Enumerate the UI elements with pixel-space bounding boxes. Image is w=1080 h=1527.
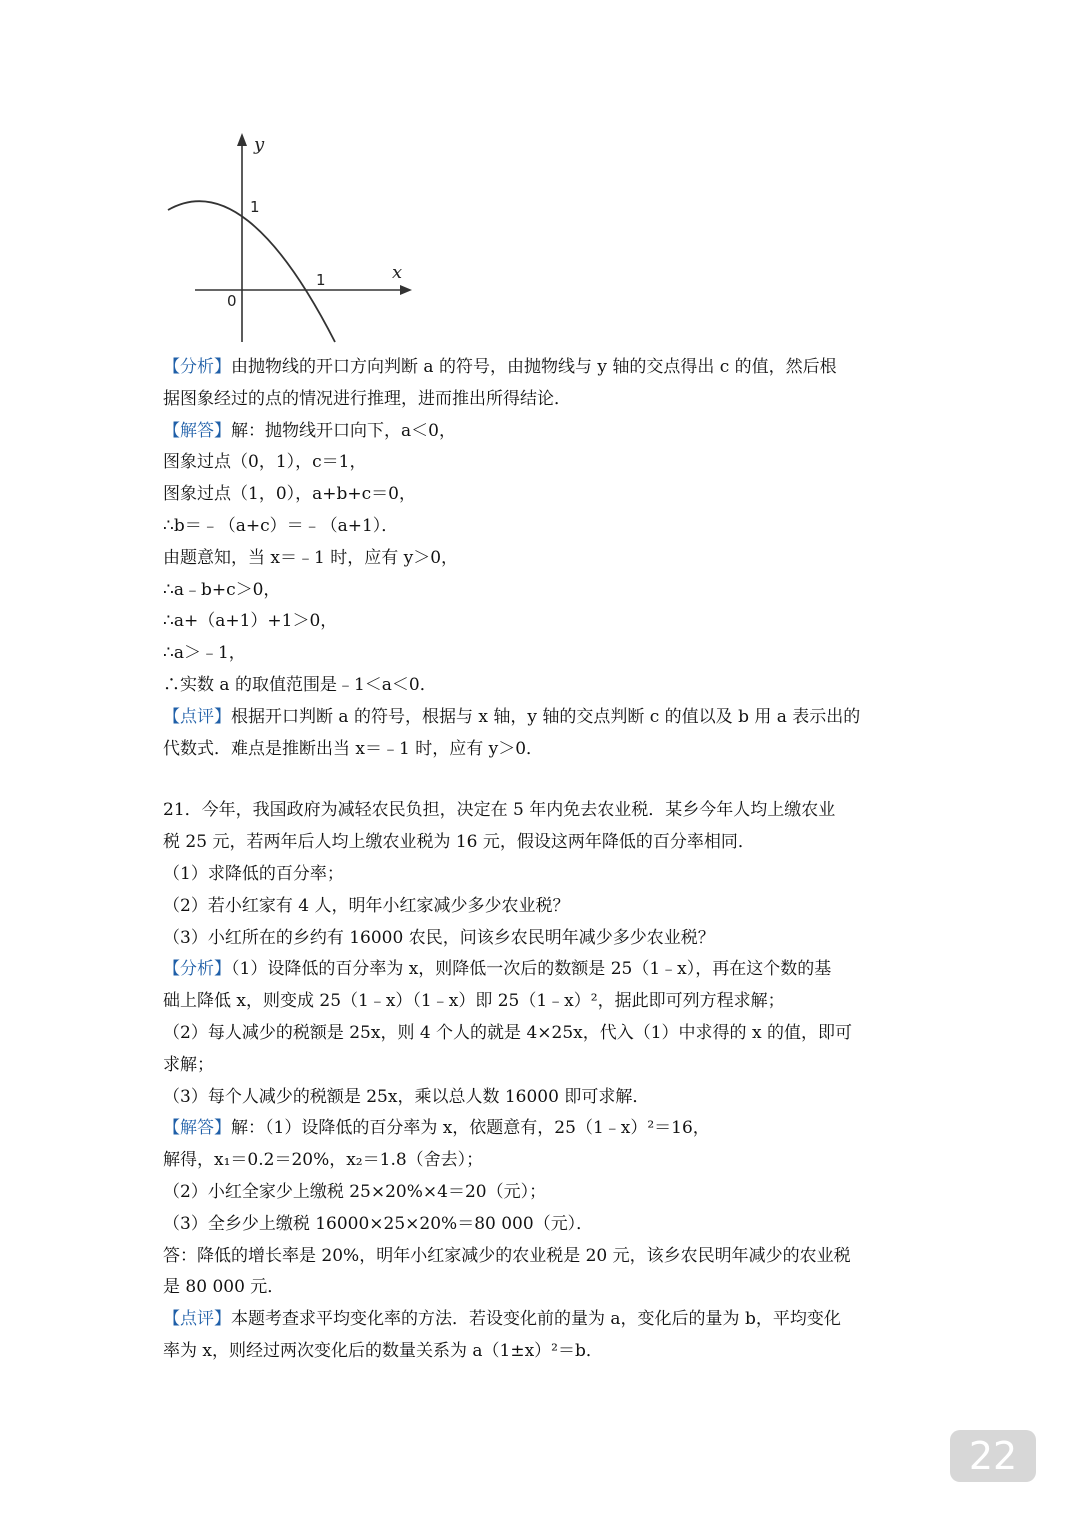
answer-tag: 【解答】 (163, 420, 231, 441)
y-axis-arrow (237, 133, 247, 146)
q21-answer-line-5: 答：降低的增长率是 20%，明年小红家减少的农业税是 20 元，该乡农民明年减少的农业税 (163, 1245, 851, 1266)
section-spacer (163, 765, 923, 795)
q20-answer-line-6: ∴a﹣b+c＞0， (163, 579, 281, 600)
q21-analysis-line-4: 求解； (163, 1054, 214, 1075)
q20-comment-line-2: 代数式．难点是推断出当 x＝﹣1 时，应有 y＞0． (163, 738, 544, 759)
q20-analysis-line-1: 【分析】由抛物线的开口方向判断 a 的符号，由抛物线与 y 轴的交点得出 c 的值，然后根 (163, 357, 837, 377)
q21-stem-line-1: 21．今年，我国政府为减轻农民负担，决定在 5 年内免去农业税．某乡今年人均上缴农业 (163, 800, 836, 821)
q20-answer-line-4: ∴b＝﹣（a+c）＝﹣（a+1）． (163, 515, 399, 536)
q21-comment-line-1: 【点评】本题考查求平均变化率的方法．若设变化前的量为 a，变化后的量为 b，平均变化 (163, 1309, 841, 1330)
x-axis-arrow (400, 285, 412, 295)
y-intercept-label: 1 (250, 198, 260, 216)
comment-tag: 【点评】 (163, 1309, 231, 1330)
analysis-tag: 【分析】 (163, 357, 231, 377)
answer-tag: 【解答】 (163, 1118, 231, 1139)
q20-answer-line-8: ∴a＞﹣1， (163, 643, 246, 664)
q20-answer-line-1: 【解答】解：抛物线开口向下，a＜0， (163, 420, 456, 441)
parabola-curve (168, 201, 335, 342)
q21-part-2: （2）若小红家有 4 人，明年小红家减少多少农业税？ (163, 895, 570, 916)
q20-answer-line-7: ∴a+（a+1）+1＞0， (163, 611, 338, 632)
q21-stem-line-2: 税 25 元，若两年后人均上缴农业税为 16 元，假设这两年降低的百分率相同． (163, 832, 755, 853)
analysis-tag: 【分析】 (163, 959, 231, 980)
q21-analysis-line-2: 础上降低 x，则变成 25（1﹣x）（1﹣x）即 25（1﹣x）²，据此即可列方程求解； (163, 991, 785, 1012)
q21-answer-line-2: 解得，x₁＝0.2＝20%，x₂＝1.8（舍去）； (163, 1150, 484, 1171)
q21-analysis-line-5: （3）每个人减少的税额是 25x，乘以总人数 16000 即可求解． (163, 1086, 650, 1107)
q21-analysis-line-1: 【分析】（1）设降低的百分率为 x，则降低一次后的数额是 25（1﹣x），再在这个数的基 (163, 959, 832, 980)
q21-answer-line-3: （2）小红全家少上缴税 25×20%×4＝20（元）； (163, 1181, 547, 1202)
q20-answer-line-9: ∴实数 a 的取值范围是﹣1＜a＜0． (163, 674, 437, 695)
x-intercept-label: 1 (316, 271, 326, 289)
q20-analysis-line-2: 据图象经过的点的情况进行推理，进而推出所得结论． (163, 388, 571, 409)
q21-comment-line-2: 率为 x，则经过两次变化后的数量关系为 a（1±x）²＝b． (163, 1340, 603, 1361)
q21-part-3: （3）小红所在的乡约有 16000 农民，问该乡农民明年减少多少农业税？ (163, 927, 715, 948)
q21-answer-line-6: 是 80 000 元． (163, 1277, 285, 1298)
q21-answer-line-1: 【解答】解：（1）设降低的百分率为 x，依题意有，25（1﹣x）²＝16， (163, 1118, 710, 1139)
page-number-badge: 22 (950, 1430, 1036, 1482)
y-axis-label: y (254, 134, 265, 155)
document-body (163, 352, 923, 1368)
q20-answer-line-5: 由题意知，当 x＝﹣1 时，应有 y＞0， (163, 547, 459, 568)
origin-label: 0 (227, 292, 237, 310)
q20-answer-line-3: 图象过点（1，0），a+b+c＝0， (163, 484, 416, 505)
comment-tag: 【点评】 (163, 706, 231, 727)
q21-part-1: （1）求降低的百分率； (163, 863, 344, 884)
x-axis-label: x (392, 262, 403, 283)
q20-answer-line-2: 图象过点（0，1），c＝1， (163, 452, 367, 473)
q21-analysis-line-3: （2）每人减少的税额是 25x，则 4 个人的就是 4×25x，代入（1）中求得的 x 的值，即可 (163, 1022, 852, 1043)
q21-answer-line-4: （3）全乡少上缴税 16000×25×20%＝80 000（元）． (163, 1213, 594, 1234)
parabola-graph (160, 128, 430, 346)
q20-comment-line-1: 【点评】根据开口判断 a 的符号，根据与 x 轴，y 轴的交点判断 c 的值以及 b 用 a 表示出的 (163, 706, 861, 727)
